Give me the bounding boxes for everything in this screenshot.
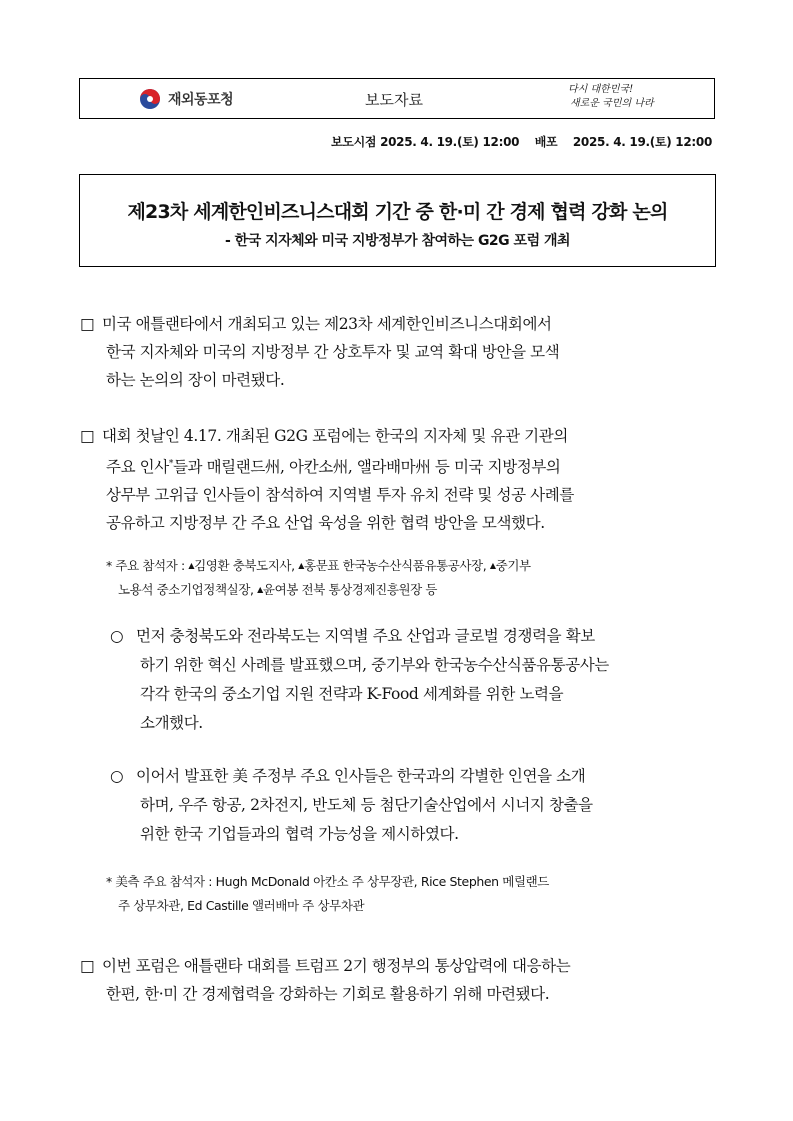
text-segment: 주요 인사 xyxy=(106,458,169,477)
paragraph-line xyxy=(80,450,714,481)
note-item: 홍문표 한국농수산식품유통공사장, xyxy=(304,558,487,573)
paragraph-line: 상무부 고위급 인사들이 참석하여 지역별 투자 유치 전략 및 성공 사례를 xyxy=(106,486,574,505)
note-item: 노용석 중소기업정책실장, xyxy=(118,582,254,597)
org-logo xyxy=(138,88,233,110)
paragraph-line: 이번 포럼은 애틀랜타 대회를 트럼프 2기 행정부의 통상압력에 대응하는 xyxy=(102,957,571,975)
slogan-line-2: 새로운 국민의 나라 xyxy=(570,98,654,109)
page-title: 제23차 세계한인비즈니스대회 기간 중 한·미 간 경제 협력 강화 논의 xyxy=(127,201,668,223)
distribute-date: 2025. 4. 19.(토) 12:00 xyxy=(572,135,712,149)
note-line: * 美측 주요 참석자 : Hugh McDonald 아칸소 주 상무장관, Rice Stephen 메릴랜드 xyxy=(106,874,549,889)
paragraph-line: 하기 위한 혁신 사례를 발표했으며, 중기부와 한국농수산식품유통공사는 xyxy=(140,656,609,674)
note-item: 김영환 충북도지사, xyxy=(194,558,295,573)
paragraph-line: 이어서 발표한 美 주정부 주요 인사들은 한국과의 각별한 인연을 소개 xyxy=(136,767,586,785)
doc-type-label: 보도자료 xyxy=(365,91,423,109)
paragraph-3 xyxy=(80,952,714,1008)
triangle-bullet-icon: ▲ xyxy=(257,585,263,594)
triangle-bullet-icon: ▲ xyxy=(298,561,305,570)
title-box xyxy=(79,174,716,267)
header-box xyxy=(79,78,715,119)
distribute-label: 배포 xyxy=(534,135,558,149)
release-label: 보도시점 xyxy=(331,135,377,149)
paragraph-line: 소개했다. xyxy=(140,714,203,732)
paragraph-line: 하는 논의의 장이 마련됐다. xyxy=(106,371,285,389)
footnote-1 xyxy=(106,554,716,602)
paragraph-1 xyxy=(80,310,714,394)
taegeuk-logo-icon xyxy=(138,88,164,110)
triangle-bullet-icon: ▲ xyxy=(188,561,195,570)
release-date: 2025. 4. 19.(토) 12:00 xyxy=(380,135,520,149)
note-item: 윤여봉 전북 통상경제진흥원장 등 xyxy=(262,582,438,597)
triangle-bullet-icon: ▲ xyxy=(489,561,496,570)
release-info xyxy=(0,133,712,150)
paragraph-line: 하며, 우주 항공, 2차전지, 반도체 등 첨단기술산업에서 시너지 창출을 xyxy=(140,796,593,814)
paragraph-line: 먼저 충청북도와 전라북도는 지역별 주요 산업과 글로벌 경쟁력을 확보 xyxy=(136,627,595,645)
circle-bullet-icon: ○ xyxy=(110,627,124,645)
org-name: 재외동포청 xyxy=(168,92,234,108)
note-prefix: * 주요 참석자 : xyxy=(106,558,185,573)
paragraph-line: 각각 한국의 중소기업 지원 전략과 K-Food 세계화를 위한 노력을 xyxy=(140,685,564,703)
paragraph-line: 한편, 한·미 간 경제협력을 강화하는 기회로 활용하기 위해 마련됐다. xyxy=(106,985,550,1003)
footnote-2 xyxy=(106,870,716,918)
paragraph-2 xyxy=(80,422,714,537)
page-subtitle: - 한국 지자체와 미국 지방정부가 참여하는 G2G 포럼 개최 xyxy=(224,233,571,249)
checkbox-bullet-icon: □ xyxy=(80,315,95,333)
circle-bullet-icon: ○ xyxy=(110,767,124,785)
note-line: 주 상무차관, Ed Castille 앨러배마 주 상무차관 xyxy=(118,898,365,913)
checkbox-bullet-icon: □ xyxy=(80,957,95,975)
sub-paragraph-1 xyxy=(110,622,716,738)
paragraph-line: 대회 첫날인 4.17. 개최된 G2G 포럼에는 한국의 지자체 및 유관 기관의 xyxy=(102,427,568,445)
slogan xyxy=(568,83,654,111)
paragraph-line: 위한 한국 기업들과의 협력 가능성을 제시하였다. xyxy=(140,825,459,843)
paragraph-line: 미국 애틀랜타에서 개최되고 있는 제23차 세계한인비즈니스대회에서 xyxy=(102,315,552,333)
footnote-mark: * xyxy=(168,459,173,469)
note-item: 중기부 xyxy=(495,558,531,573)
text-segment: 들과 매릴랜드州, 아칸소州, 앨라배마州 등 미국 지방정부의 xyxy=(172,458,561,477)
paragraph-line: 한국 지자체와 미국의 지방정부 간 상호투자 및 교역 확대 방안을 모색 xyxy=(106,343,560,361)
sub-paragraph-2 xyxy=(110,762,716,849)
slogan-line-1: 다시 대한민국! xyxy=(568,84,634,95)
paragraph-line: 공유하고 지방정부 간 주요 산업 육성을 위한 협력 방안을 모색했다. xyxy=(106,514,545,533)
checkbox-bullet-icon: □ xyxy=(80,427,95,445)
